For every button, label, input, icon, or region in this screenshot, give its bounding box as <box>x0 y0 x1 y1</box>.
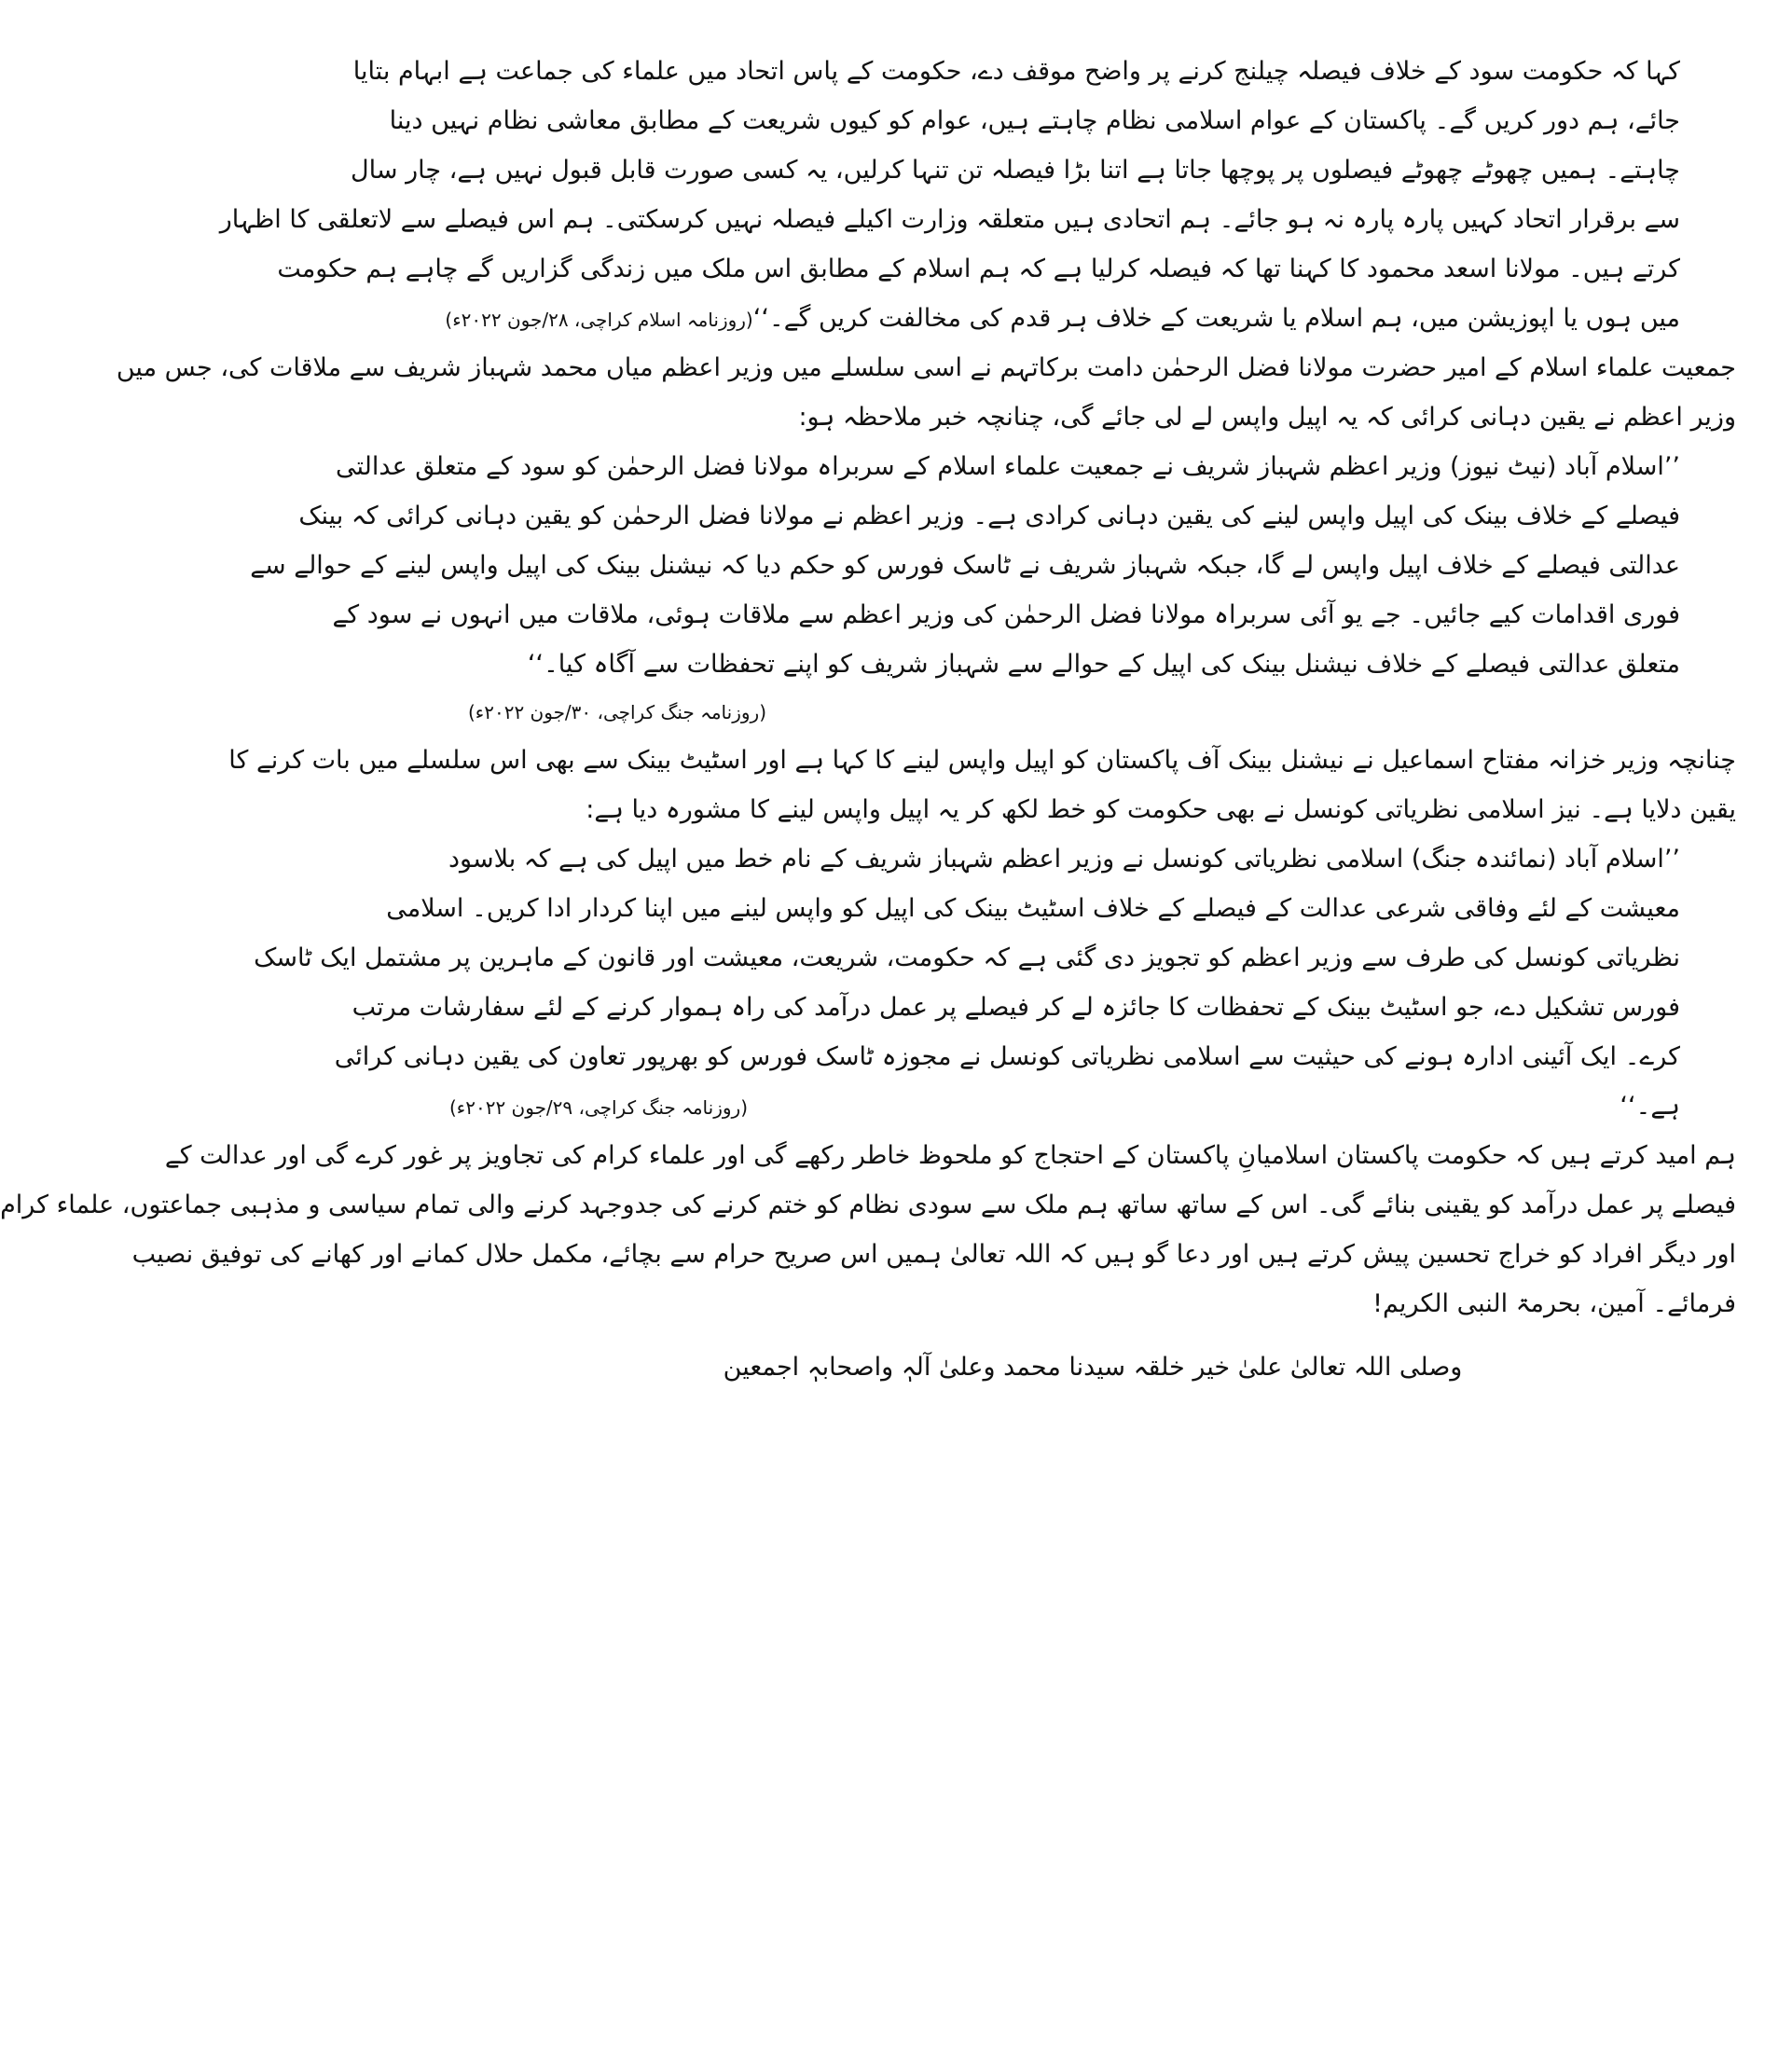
quote-line: فیصلے کے خلاف بینک کی اپیل واپس لینے کی یقین دہانی کرادی ہے۔ وزیر اعظم نے مولانا فضل الرحمٰن کو یقین دہانی کرائی کہ بینک <box>298 502 1680 530</box>
paragraph-line: اور دیگر افراد کو خراج تحسین پیش کرتے ہیں اور دعا گو ہیں کہ اللہ تعالیٰ ہمیں اس صریح حرام سے بچائے، مکمل حلال کمانے اور کھانے کی توفیق نصیب <box>131 1240 1736 1269</box>
quote-line: سے برقرار اتحاد کہیں پارہ پارہ نہ ہو جائے۔ ہم اتحادی ہیں متعلقہ وزارت اکیلے فیصلہ نہیں کرسکتی۔ ہم اس فیصلے سے لاتعلقی کا اظہار <box>219 205 1680 234</box>
paragraph-3 <box>0 1131 1736 1328</box>
quote-line: عدالتی فیصلے کے خلاف اپیل واپس لے گا، جبکہ شہباز شریف نے ٹاسک فورس کو حکم دیا کہ نیشنل بینک کی اپیل واپس لینے کے حوالے سے <box>250 551 1680 580</box>
paragraph-line: ہم امید کرتے ہیں کہ حکومت پاکستان اسلامیانِ پاکستان کے احتجاج کو ملحوظ خاطر رکھے گی اور علماء کرام کی تجاویز پر غور کرے گی اور عدالت کے <box>164 1141 1736 1170</box>
citation: (روزنامہ جنگ کراچی، ۲۹/جون ۲۰۲۲ء) <box>449 1096 748 1119</box>
paragraph-2 <box>228 736 1736 834</box>
quote-line: چاہتے۔ ہمیں چھوٹے چھوٹے فیصلوں پر پوچھا جاتا ہے اتنا بڑا فیصلہ تن تنہا کرلیں، یہ کسی صورت قابل قبول نہیں ہے، چار سال <box>351 156 1680 185</box>
quote-last-row <box>445 294 1680 343</box>
quote-line: ہے۔‘‘ <box>1620 1092 1680 1121</box>
paragraph-line: جمعیت علماء اسلام کے امیر حضرت مولانا فضل الرحمٰن دامت برکاتہم نے اسی سلسلے میں وزیر اعظم میاں محمد شہباز شریف سے ملاقات کی، جس میں <box>116 353 1736 382</box>
quote-block-3 <box>254 834 1736 1131</box>
quote-line: ’’اسلام آباد (نمائندہ جنگ) اسلامی نظریاتی کونسل نے وزیر اعظم شہباز شریف کے نام خط میں اپیل کی ہے کہ بلاسود <box>448 845 1680 874</box>
citation: (روزنامہ اسلام کراچی، ۲۸/جون ۲۰۲۲ء) <box>445 309 753 331</box>
quote-line: میں ہوں یا اپوزیشن میں، ہم اسلام یا شریعت کے خلاف ہر قدم کی مخالفت کریں گے۔‘‘ <box>752 304 1680 333</box>
quote-block-1 <box>219 47 1736 343</box>
quote-line: متعلق عدالتی فیصلے کے خلاف نیشنل بینک کی اپیل کے حوالے سے شہباز شریف کو اپنے تحفظات سے آگاہ کیا۔‘‘ <box>527 650 1680 679</box>
closing-salutation: وصلی اللہ تعالیٰ علیٰ خیر خلقہ سیدنا محمد وعلیٰ آلہٖ واصحابہٖ اجمعین <box>723 1353 1463 1382</box>
quote-line: کرے۔ ایک آئینی ادارہ ہونے کی حیثیت سے اسلامی نظریاتی کونسل نے مجوزہ ٹاسک فورس کو بھرپور تعاون کی یقین دہانی کرائی <box>334 1042 1680 1071</box>
quote-line: فوری اقدامات کیے جائیں۔ جے یو آئی سربراہ مولانا فضل الرحمٰن کی وزیر اعظم سے ملاقات ہوئی، ملاقات میں انہوں نے سود کے <box>332 600 1680 629</box>
paragraph-1 <box>116 343 1736 442</box>
quote-line: کہا کہ حکومت سود کے خلاف فیصلہ چیلنج کرنے پر واضح موقف دے، حکومت کے پاس اتحاد میں علماء کی جماعت ہے ابہام بتایا <box>352 57 1680 86</box>
quote-last-row <box>449 1081 1680 1131</box>
paragraph-line: وزیر اعظم نے یقین دہانی کرائی کہ یہ اپیل واپس لے لی جائے گی، چنانچہ خبر ملاحظہ ہو: <box>798 403 1736 432</box>
quote-block-2 <box>250 442 1736 736</box>
quote-line: معیشت کے لئے وفاقی شرعی عدالت کے فیصلے کے خلاف اسٹیٹ بینک کی اپیل کو واپس لینے میں اپنا کردار ادا کریں۔ اسلامی <box>386 894 1680 923</box>
quote-line: ’’اسلام آباد (نیٹ نیوز) وزیر اعظم شہباز شریف نے جمعیت علماء اسلام کے سربراہ مولانا فضل الرحمٰن کو سود کے متعلق عدالتی <box>336 452 1680 481</box>
quote-line: جائے، ہم دور کریں گے۔ پاکستان کے عوام اسلامی نظام چاہتے ہیں، عوام کو کیوں شریعت کے مطابق معاشی نظام نہیں دینا <box>389 106 1680 135</box>
quote-line: فورس تشکیل دے، جو اسٹیٹ بینک کے تحفظات کا جائزہ لے کر فیصلے پر عمل درآمد کی راہ ہموار کرنے کے لئے سفارشات مرتب <box>352 993 1680 1022</box>
paragraph-line: یقین دلایا ہے۔ نیز اسلامی نظریاتی کونسل نے بھی حکومت کو خط لکھ کر یہ اپیل واپس لینے کا مشورہ دیا ہے: <box>586 795 1736 824</box>
paragraph-line: فیصلے پر عمل درآمد کو یقینی بنائے گی۔ اس کے ساتھ ساتھ ہم ملک سے سودی نظام کو ختم کرنے کی جدوجہد کرنے والی تمام سیاسی و مذہبی جماعتوں، علماء کرام <box>0 1191 1736 1219</box>
paragraph-line: فرمائے۔ آمین، بحرمۃ النبی الکریم! <box>1372 1289 1736 1318</box>
quote-line: کرتے ہیں۔ مولانا اسعد محمود کا کہنا تھا کہ فیصلہ کرلیا ہے کہ ہم اسلام کے مطابق اس ملک میں زندگی گزاریں گے چاہے ہم حکومت <box>277 255 1680 283</box>
citation: (روزنامہ جنگ کراچی، ۳۰/جون ۲۰۲۲ء) <box>468 701 766 723</box>
quote-line: نظریاتی کونسل کی طرف سے وزیر اعظم کو تجویز دی گئی ہے کہ حکومت، شریعت، معیشت اور قانون کے ماہرین پر مشتمل ایک ٹاسک <box>254 943 1680 972</box>
paragraph-line: چنانچہ وزیر خزانہ مفتاح اسماعیل نے نیشنل بینک آف پاکستان کو اپیل واپس لینے کا کہا ہے اور اسٹیٹ بینک سے بھی اس سلسلے میں بات کرنے کا <box>228 746 1736 775</box>
